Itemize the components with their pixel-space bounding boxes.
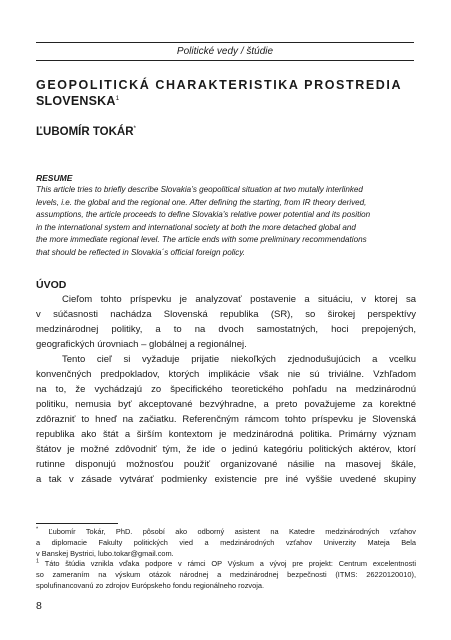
body-line: geografických úrovniach – globálnej a regionálnej. [36, 339, 247, 350]
header-rule-bottom [36, 60, 414, 61]
footnote-line: spolufinancovanú zo zdrojov Európskeho fondu regionálneho rozvoja. [36, 580, 265, 590]
footnote-mark-funding: 1 [36, 558, 40, 565]
body-line: medzinárodnej politiky, a to na dvoch samostatných, hoci prepojených, [36, 324, 416, 335]
footnote-mark-author: * [36, 526, 39, 533]
body-line: štátov je možné zdôvodniť tým, že ide o jedinú kategóriu politických aktérov, ktorí [36, 444, 416, 455]
body-line: a tak v zásade vytvárať podmienky existencie pre iné vyššie uvedené skupiny [36, 474, 416, 485]
footnote-line [36, 559, 416, 570]
footnote-separator [36, 523, 118, 524]
footnote-line: a diplomacie Fakulty politických vied a medzinárodných vzťahov Univerzity Mateja Bela [36, 537, 416, 547]
abstract-line: in the international system and international society at both the more detached global and [36, 222, 356, 232]
title-line-2-text: SLOVENSKA [36, 94, 116, 108]
body-line: rutinne disponujú možnosťou použiť organizované násilie na masovej škále, [36, 459, 416, 470]
footnote-line [36, 527, 416, 538]
author-footnote-mark[interactable]: * [133, 125, 137, 133]
body-line: konvenčných predpokladov, ktorých implikácie však nie sú triviálne. Vzhľadom [36, 369, 416, 380]
body-line: politiku, nemusia byť akceptované bezvýhradne, a preto považujeme za korektné [36, 399, 416, 410]
footnote-line: v Banskej Bystrici, lubo.tokar@gmail.com. [36, 548, 174, 558]
author-name-text: ĽUBOMÍR TOKÁR [36, 126, 134, 138]
footnote-line: so zameraním na výskum otázok národnej a medzinárodnej bezpečnosti (ITMS: 26220120010), [36, 570, 416, 580]
page-number: 8 [36, 600, 42, 612]
header-rule-top [36, 42, 414, 43]
running-head: Politické vedy / štúdie [176, 46, 274, 57]
body-line: zdôrazniť to hneď na začiatku. Referenčným rámcom tohto príspevku je Slovenská [36, 414, 416, 425]
title-footnote-mark[interactable]: 1 [115, 94, 120, 102]
title-line-1: GEOPOLITICKÁ CHARAKTERISTIKA PROSTREDIA [36, 78, 403, 92]
body-line: Tento cieľ si vyžaduje prijatie niekoľkých zjednodušujúcich a vcelku [62, 354, 416, 365]
abstract [36, 184, 416, 259]
abstract-line: that should be reflected in Slovakia´s official foreign policy. [36, 247, 246, 257]
footnote-text: Ľubomír Tokár, PhD. pôsobí ako odborný asistent na Katedre medzinárodných vzťahov [38, 527, 416, 536]
footnotes [36, 527, 416, 592]
abstract-line: levels, i.e. the global and the regional one. After defining the starting, from IR theory derived, [36, 197, 367, 207]
resume-heading: RESUME [36, 173, 73, 183]
title-line-2 [36, 93, 416, 109]
body-line: republika ako štát a širším kontextom je medzinárodná politika. Primárny význam [36, 429, 416, 440]
body-line: v súčasnosti nachádza Slovenská republika (SR), so širokej perspektívy [36, 309, 416, 320]
abstract-line: the more immediate regional level. The article ends with some preliminary recommendations [36, 235, 367, 244]
author-name [36, 126, 136, 138]
article-title [36, 77, 416, 109]
abstract-line: assumptions, the article proceeds to define Slovakia’s relative power potential and its position [36, 210, 371, 219]
body-text [36, 292, 416, 487]
body-line: na to, že vychádzajú zo špecifického teoretického pohľadu na medzinárodnú [36, 384, 416, 395]
footnote-text: Táto štúdia vznikla vďaka podpore v rámci OP Výskum a vývoj pre projekt: Centrum excelentnosti [39, 559, 416, 569]
body-line: Cieľom tohto príspevku je analyzovať postavenie a situáciu, v ktorej sa [62, 294, 416, 305]
section-heading: ÚVOD [36, 279, 67, 291]
abstract-line: This article tries to briefly describe Slovakia’s geopolitical situation at two mutally interlinked [36, 185, 363, 194]
